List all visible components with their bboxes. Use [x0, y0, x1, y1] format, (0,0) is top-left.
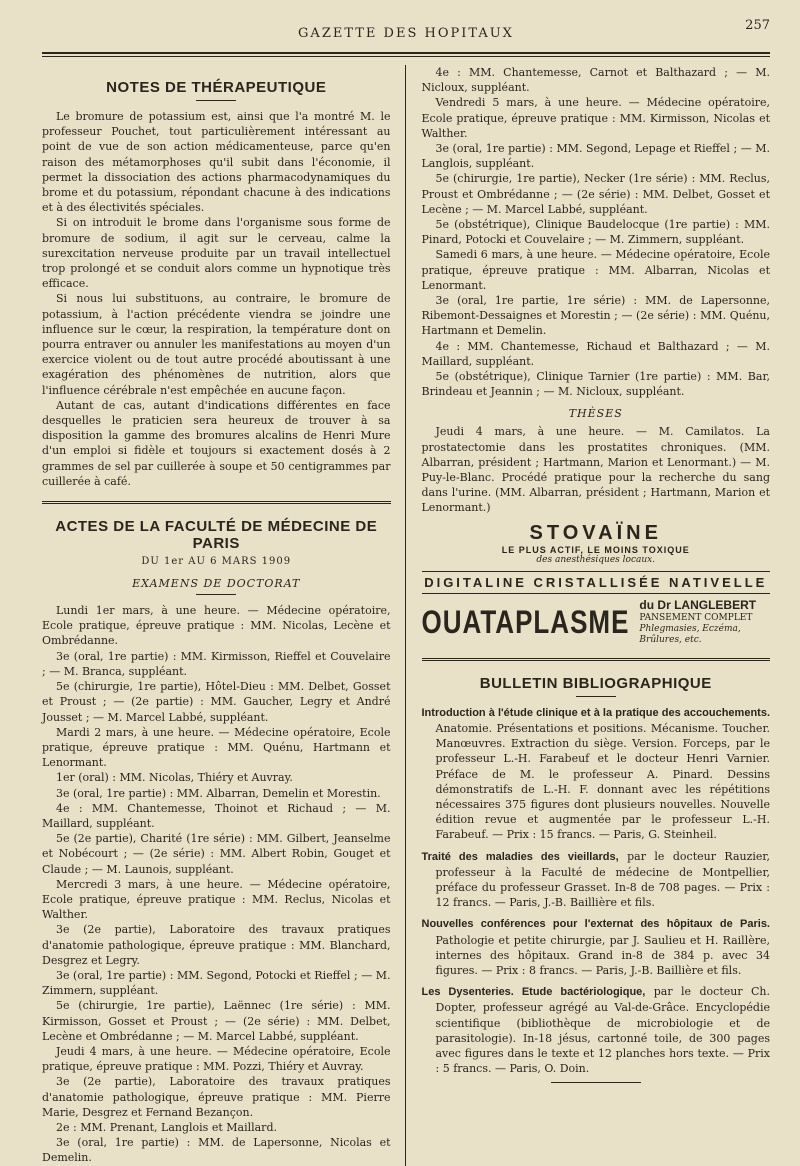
ouataplasme-uses: Phlegmasies, Eczéma, Brûlures, etc. [639, 623, 741, 645]
header-rule [42, 52, 770, 57]
book-title: Les Dysenteries. Etude bactériologique, [421, 986, 646, 999]
exam-entry: 3e (oral, 1re partie, 1re série) : MM. de Lapersonne, Ribemont-Dessaignes et Morestin ; — (2e série) : MM. Quénu, Hartmann et Demelin. [421, 294, 770, 338]
exam-entry: 5e (obstétrique), Clinique Baudelocque (1re partie) : MM. Pinard, Potocki et Couvelaire ; — M. Zimmern, suppléant. [421, 218, 770, 247]
exam-entry: Mardi 2 mars, à une heure. — Médecine opératoire, Ecole pratique, épreuve pratique : MM. Quénu, Hartmann et Lenormant. [42, 725, 391, 770]
actes-title: ACTES DE LA FACULTÉ DE MÉDECINE DE PARIS [55, 518, 378, 553]
book-text: Pathologie et petite chirurgie, par J. Saulieu et H. Raillère, internes des hôpitaux. Grand in-8 de 384 p. avec 34 figures. — Prix : 8 francs. — Paris, J.-B. Baillière et fils. [435, 933, 770, 977]
stovaine-ad [422, 522, 771, 565]
notes-paragraph: Si nous lui substituons, au contraire, le bromure de potassium, à l'action précédente viendra se joindre une influence sur le cœur, la respiration, la température dont on pourra entraver ou annuler les manifestations au moyen d'un exercice violent ou de tout autre procédé aboutissant à une exagération des phénomènes de nutrition, alors que l'influence cérébrale n'est empêchée en aucune façon. [42, 292, 391, 397]
exam-entry: 5e (chirurgie, 1re partie), Necker (1re série) : MM. Reclus, Proust et Ombrédanne ; — (2e série) : MM. Delbet, Gosset et Lecène ; — M. Marcel Labbé, suppléant. [421, 172, 770, 216]
running-title: GAZETTE DES HOPITAUX [298, 26, 514, 41]
book-text: par le docteur Rauzier, professeur à la Faculté de médecine de Montpellier, préface du professeur Grasset. In-8 de 708 pages. — Prix : 12 francs. — Paris, J.-B. Baillière et fils. [435, 849, 770, 910]
exam-entry: Samedi 6 mars, à une heure. — Médecine opératoire, Ecole pratique, épreuve pratique : MM. Albarran, Nicolas et Lenormant. [421, 248, 770, 292]
ouataplasme-ad [421, 597, 771, 646]
book-text: Anatomie. Présentations et positions. Mécanisme. Toucher. Manœuvres. Extraction du siège. Version. Forceps, par le professeur L.-H. Farabeuf et le docteur Henri Varnier. Préface de M. le professeur A. Pinard. Dessins démonstratifs de L.-H. F. donnant avec les répétitions nécessaires 375 figures dont plusieurs nouvelles. Nouvelle édition revue et augmentée par le professeur L.-H. Farabeuf. — Prix : 15 francs. — Paris, G. Steinheil. [435, 721, 770, 842]
book-entry [422, 984, 771, 1076]
columns [42, 65, 770, 1166]
exam-entry: 3e (oral, 1re partie) : MM. Albarran, Demelin et Morestin. [56, 786, 381, 800]
exam-entry: 3e (2e partie), Laboratoire des travaux pratiques d'anatomie pathologique, épreuve pratique : MM. Blanchard, Desgrez et Legry. [42, 923, 391, 967]
exam-entry: 3e (oral, 1re partie) : MM. Segond, Lepage et Rieffel ; — M. Langlois, suppléant. [421, 142, 770, 171]
exam-entry: Mercredi 3 mars, à une heure. — Médecine opératoire, Ecole pratique, épreuve pratique : MM. Reclus, Nicolas et Walther. [42, 877, 391, 922]
exam-entry: 4e : MM. Chantemesse, Thoinot et Richaud ; — M. Maillard, suppléant. [42, 801, 391, 830]
exam-entry: Lundi 1er mars, à une heure. — Médecine opératoire, Ecole pratique, épreuve pratique : MM. Nicolas, Lecène et Ombrédanne. [42, 604, 391, 648]
exam-entry: 1er (oral) : MM. Nicolas, Thiéry et Auvray. [56, 771, 293, 785]
exam-entry: 3e (oral, 1re partie) : MM. Segond, Potocki et Rieffel ; — M. Zimmern, suppléant. [42, 968, 391, 998]
page-header [42, 12, 770, 52]
digitaline-ad: DIGITALINE CRISTALLISÉE NATIVELLE [422, 571, 771, 594]
ouataplasme-line: PANSEMENT COMPLET [639, 612, 753, 623]
theses-head: THÈSES [568, 407, 623, 421]
stovaine-tagline: LE PLUS ACTIF, LE MOINS TOXIQUE [501, 544, 690, 555]
section-divider [422, 658, 771, 661]
exam-entry: 5e (chirurgie, 1re partie), Laënnec (1re série) : MM. Kirmisson, Gosset et Proust ; — (2e série) : MM. Delbet, Lecène et Ombrédanne ; — M. Marcel Labbé, suppléant. [42, 999, 391, 1043]
exam-entry: Jeudi 4 mars, à une heure. — Médecine opératoire, Ecole pratique, épreuve pratique : MM. Pozzi, Thiéry et Auvray. [42, 1044, 391, 1074]
book-text: par le docteur Ch. Dopter, professeur agrégé au Val-de-Grâce. Encyclopédie scientifique (bibliothèque de microbiologie et de parasitologie). In-18 jésus, cartonné toile, de 300 pages avec figures dans le texte et 12 planches hors texte. — Prix : 5 francs. — Paris, O. Doin. [435, 985, 771, 1076]
notes-paragraph: Si on introduit le brome dans l'organisme sous forme de bromure de sodium, il agit sur le cerveau, calme la surexcitation nerveuse produite par un travail intellectuel trop prolongé et se conduit alors comme un hypnotique très efficace. [42, 216, 391, 291]
notes-title: NOTES DE THÉRAPEUTIQUE [106, 79, 327, 96]
left-column [42, 65, 406, 1166]
exam-entry: 4e : MM. Chantemesse, Richaud et Balthazard ; — M. Maillard, suppléant. [421, 339, 770, 368]
stovaine-note: des anesthésiques locaux. [536, 554, 656, 565]
page-number: 257 [745, 18, 770, 33]
book-title: Introduction à l'étude clinique et à la pratique des accouchements. [421, 706, 770, 719]
notes-rule [196, 100, 236, 101]
ouataplasme-maker: du Dr LANGLEBERT [639, 597, 757, 612]
subhead-rule [196, 594, 236, 595]
exam-entry: Vendredi 5 mars, à une heure. — Médecine opératoire, Ecole pratique, épreuve pratique : MM. Kirmisson, Nicolas et Walther. [421, 96, 770, 140]
exam-entry: 5e (2e partie), Charité (1re série) : MM. Gilbert, Jeanselme et Nobécourt ; — (2e série) : MM. Albert Robin, Gouget et Claude ; — M. Launois, suppléant. [42, 832, 391, 876]
book-entry [422, 916, 771, 978]
theses-text: Jeudi 4 mars, à une heure. — M. Camilatos. La prostatectomie dans les prostatites chroniques. (MM. Albarran, président ; Hartmann, Marion et Lenormant.) — M. Puy-le-Blanc. Procédé pratique pour la recherche du sang dans l'urine. (MM. Albarran, président ; Hartmann, Marion et Lenormant.) [421, 425, 770, 515]
end-ornament [551, 1082, 641, 1083]
ouataplasme-name: OUATAPLASME [421, 603, 630, 641]
right-column [422, 65, 771, 1166]
section-divider [42, 501, 391, 504]
book-entry [422, 705, 771, 843]
book-title: Nouvelles conférences pour l'externat des hôpitaux de Paris. [421, 918, 770, 931]
exam-entry: 3e (oral, 1re partie) : MM. de Lapersonne, Nicolas et Demelin. [42, 1136, 391, 1165]
ouataplasme-details [639, 597, 770, 646]
book-entry [422, 849, 771, 911]
exam-entry: 3e (2e partie), Laboratoire des travaux pratiques d'anatomie pathologique, épreuve pratique : MM. Pierre Marie, Desgrez et Fernand Bezançon. [42, 1075, 391, 1119]
actes-subhead: EXAMENS DE DOCTORAT [132, 577, 301, 591]
exam-entry: 5e (chirurgie, 1re partie), Hôtel-Dieu : MM. Delbet, Gosset et Proust ; — (2e partie) : MM. Gaucher, Legry et André Jousset ; — M. Marcel Labbé, suppléant. [42, 680, 391, 724]
bulletin-title: BULLETIN BIBLIOGRAPHIQUE [479, 674, 712, 692]
notes-paragraph: Le bromure de potassium est, ainsi que l'a montré M. le professeur Pouchet, tout particulièrement intéressant au point de vue de son action médicamenteuse, parce qu'en raison des métamorphoses qu'il subit dans l'économie, il permet la dissociation des actions pharmacodynamiques du brome et du potassium, répondant chacune à des indications et à des électivités spéciales. [42, 110, 391, 215]
exam-entry: 2e : MM. Prenant, Langlois et Maillard. [56, 1120, 277, 1134]
notes-paragraph: Autant de cas, autant d'indications différentes en face desquelles le praticien sera heureux de trouver à sa disposition la gamme des bromures alcalins de Henri Mure d'un emploi si fidèle et toujours si exactement dosés à 2 grammes de sel par cuillerée à soupe et 50 centigrammes par cuillerée à café. [42, 398, 391, 488]
exam-entry: 4e : MM. Chantemesse, Carnot et Balthazard ; — M. Nicloux, suppléant. [421, 66, 770, 95]
stovaine-name: STOVAÏNE [529, 521, 662, 544]
exam-entry: 5e (obstétrique), Clinique Tarnier (1re partie) : MM. Bar, Brindeau et Jeannin ; — M. Nicloux, suppléant. [421, 370, 770, 399]
actes-dates: DU 1er AU 6 MARS 1909 [141, 556, 292, 568]
bulletin-rule [576, 696, 616, 697]
exam-entry: 3e (oral, 1re partie) : MM. Kirmisson, Rieffel et Couvelaire ; — M. Branca, suppléant. [42, 649, 391, 678]
book-title: Traité des maladies des vieillards, [421, 850, 619, 863]
